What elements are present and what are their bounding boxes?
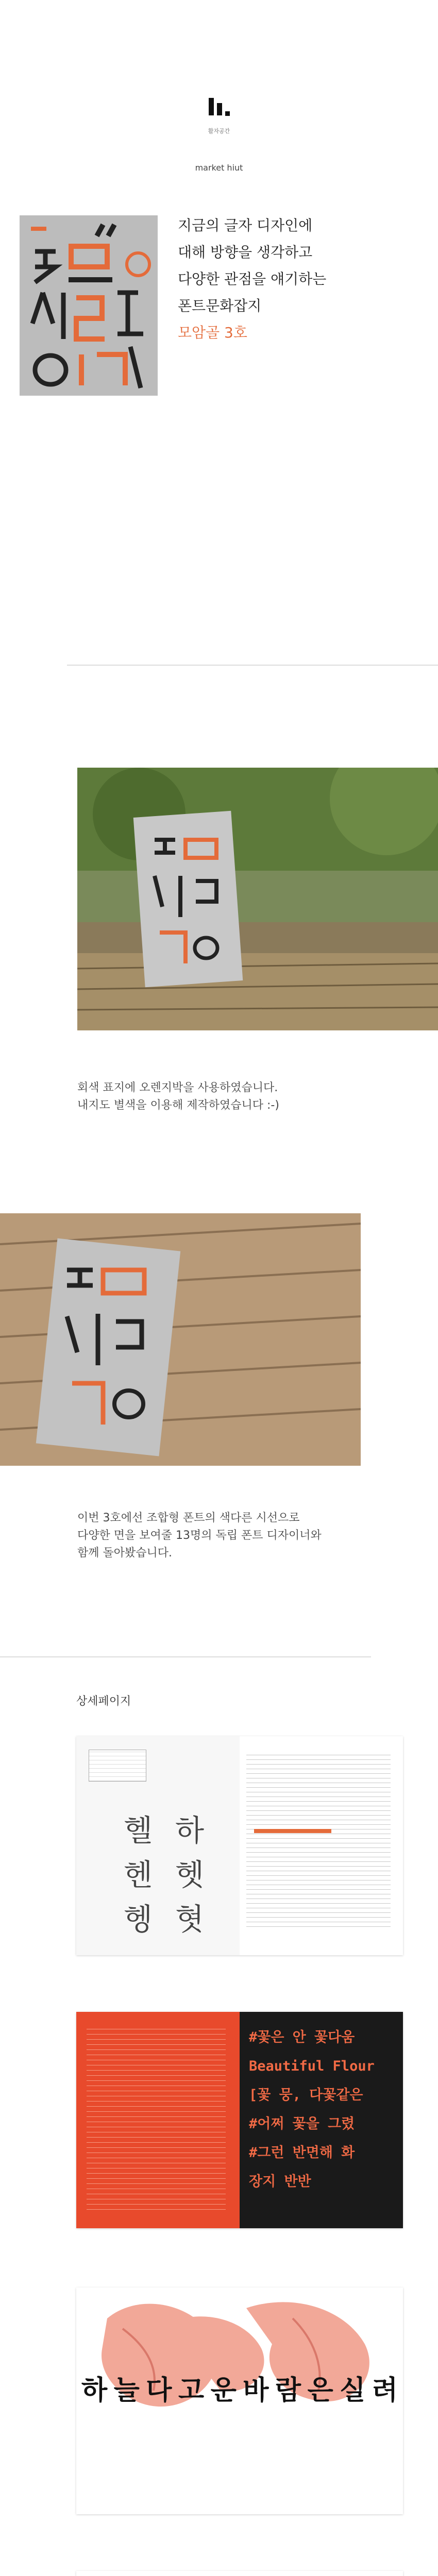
glyph: 헨 — [123, 1857, 153, 1892]
glyph: 다 — [146, 2375, 172, 2406]
glyph: 혓 — [175, 1902, 205, 1937]
issue-accent: 모암골 3호 — [178, 324, 247, 341]
display-line: 장지 반반 — [249, 2174, 311, 2190]
glyph-table — [89, 1750, 146, 1782]
display-line: #꽃은 안 꽃다움 — [249, 2029, 355, 2045]
intro-line: 지금의 글자 디자인에 — [178, 217, 313, 234]
intro-text — [178, 212, 410, 346]
spread-1 — [76, 1736, 403, 1955]
brand-logo — [204, 93, 234, 124]
spread-4 — [76, 2571, 403, 2576]
brand-name: market hiut — [195, 163, 243, 173]
spread-2-text-block — [87, 2024, 226, 2210]
glyph: 하 — [175, 1813, 205, 1848]
glyph: 늘 — [113, 2375, 140, 2406]
intro-line: 폰트문화잡지 — [178, 297, 262, 314]
spread-1-text-block — [246, 1752, 391, 1927]
highlight-bar — [254, 1829, 331, 1833]
caption-line: 내지도 별색을 이용해 제작하였습니다 :-) — [77, 1099, 279, 1112]
glyph: 하 — [81, 2375, 108, 2406]
divider — [67, 665, 438, 666]
logo-caption: 활자공간 — [208, 128, 230, 134]
glyph: 헹 — [123, 1902, 153, 1937]
glyph: 려 — [372, 2375, 398, 2406]
glyph: 헷 — [175, 1857, 205, 1892]
glyph: 은 — [307, 2375, 333, 2406]
display-line: Beautiful Flour — [249, 2058, 375, 2074]
photo-magazine-wood — [0, 1213, 361, 1466]
glyph-grid — [112, 1808, 215, 1941]
display-type — [249, 2023, 398, 2196]
glyph: 바 — [243, 2375, 269, 2406]
magazine-cover — [20, 215, 158, 396]
caption-line: 회색 표지에 오렌지박을 사용하였습니다. — [77, 1081, 278, 1094]
glyph: 운 — [210, 2375, 237, 2406]
photo1-caption — [77, 1079, 407, 1114]
intro-line: 다양한 관점을 얘기하는 — [178, 270, 327, 287]
vertical-type — [81, 2375, 398, 2406]
detail-section-title: 상세페이지 — [76, 1695, 131, 1708]
intro-line: 대해 방향을 생각하고 — [178, 244, 313, 261]
display-line: #그런 반면해 화 — [249, 2145, 355, 2161]
spread-2-right-page — [240, 2012, 403, 2228]
glyph: 고 — [178, 2375, 205, 2406]
display-line: #어쩌 꽃을 그렸 — [249, 2116, 355, 2132]
glyph: 헬 — [123, 1813, 153, 1848]
caption-line: 다양한 면을 보여줄 13명의 독립 폰트 디자이너와 — [77, 1529, 322, 1542]
caption-line: 이번 3호에선 조합형 폰트의 색다른 시선으로 — [77, 1512, 300, 1524]
glyph: 실 — [340, 2375, 366, 2406]
spread-2 — [76, 2012, 403, 2228]
spread-3 — [76, 2287, 403, 2514]
photo2-caption — [77, 1510, 407, 1562]
caption-line: 함께 돌아봤습니다. — [77, 1547, 173, 1560]
glyph: 람 — [275, 2375, 301, 2406]
photo-magazine-park — [77, 768, 438, 1030]
divider — [0, 1656, 371, 1657]
display-line: [꽃 뭉, 다꽃같은 — [249, 2087, 363, 2103]
spread-1-left-page — [76, 1736, 240, 1955]
